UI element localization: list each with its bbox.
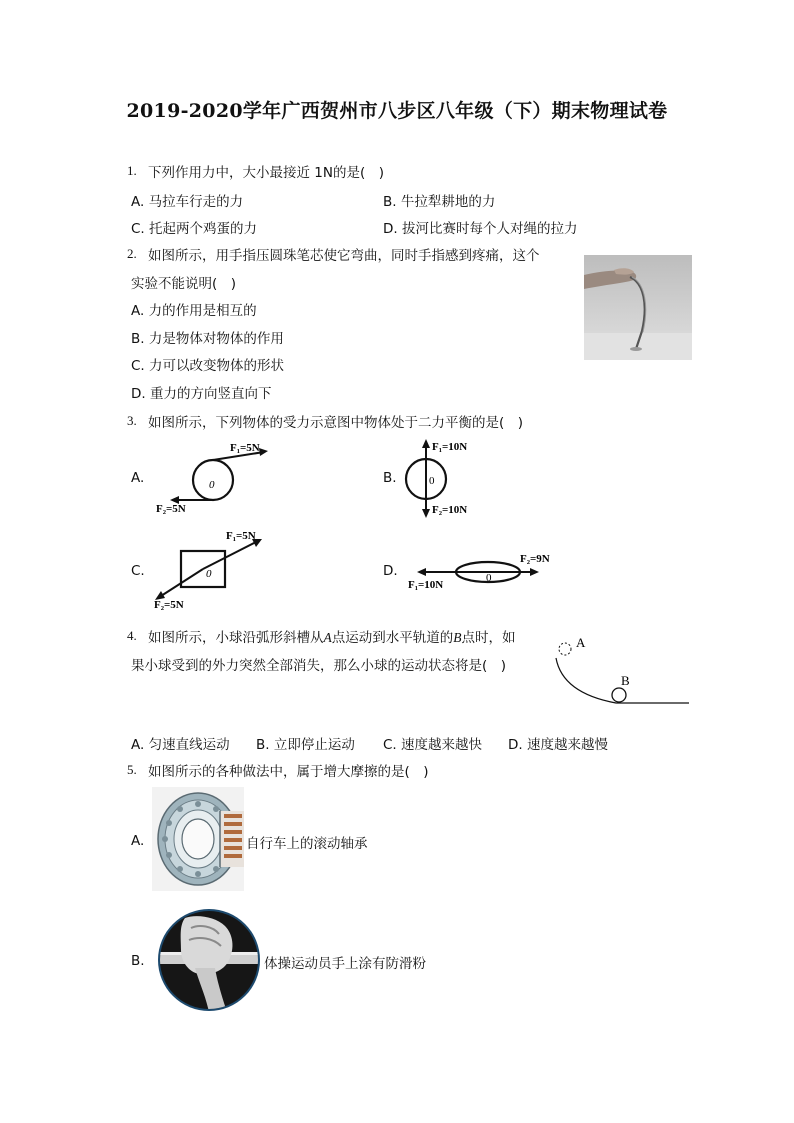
q3-number: 3. bbox=[127, 413, 137, 428]
q3b-origin-label: 0 bbox=[429, 475, 435, 487]
q3c-origin-label: 0 bbox=[206, 568, 212, 580]
q4-stem-text-1: 如图所示，小球沿弧形斜槽从 bbox=[148, 630, 324, 646]
q5-option-a-text[interactable]: 自行车上的滚动轴承 bbox=[246, 836, 368, 852]
q2-option-b[interactable]: B. 力是物体对物体的作用 bbox=[131, 331, 284, 347]
q4-option-a[interactable]: A. 匀速直线运动 bbox=[131, 737, 230, 753]
q4-stem-point-b: B bbox=[453, 630, 462, 645]
q4-fig-label-a: A bbox=[576, 635, 586, 650]
q3-option-d-letter[interactable]: D. bbox=[383, 563, 398, 579]
q5-number: 5. bbox=[127, 762, 137, 777]
q2-option-d[interactable]: D. 重力的方向竖直向下 bbox=[131, 386, 272, 402]
q4-stem-point-a: A bbox=[323, 630, 332, 645]
q5-option-b-letter[interactable]: B. bbox=[131, 953, 145, 969]
q3-option-b-letter[interactable]: B. bbox=[383, 470, 397, 486]
q3b-f2-label: F₂=10N bbox=[432, 504, 468, 516]
q5-option-a-letter[interactable]: A. bbox=[131, 833, 145, 849]
q3-figure-c[interactable] bbox=[150, 528, 275, 614]
q3-option-c-letter[interactable]: C. bbox=[131, 563, 145, 579]
q4-fig-label-b: B bbox=[621, 673, 630, 688]
q3a-f2-label: F₂=5N bbox=[156, 503, 186, 515]
q1-option-c[interactable]: C. 托起两个鸡蛋的力 bbox=[131, 221, 258, 237]
q3b-f1-label: F₁=10N bbox=[432, 441, 468, 453]
q1-stem: 下列作用力中，大小最接近 1N的是( ) bbox=[148, 165, 385, 181]
q4-stem-line1 bbox=[148, 626, 516, 646]
q1-option-a[interactable]: A. 马拉车行走的力 bbox=[131, 194, 244, 210]
q4-option-c[interactable]: C. 速度越来越快 bbox=[383, 737, 483, 753]
q3-stem: 如图所示，下列物体的受力示意图中物体处于二力平衡的是( ) bbox=[148, 415, 524, 431]
q4-option-d[interactable]: D. 速度越来越慢 bbox=[508, 737, 608, 753]
q5-stem: 如图所示的各种做法中，属于增大摩擦的是( ) bbox=[148, 764, 429, 780]
q3-figure-d[interactable] bbox=[402, 546, 572, 590]
q3-option-a-letter[interactable]: A. bbox=[131, 470, 145, 486]
page-title: 2019-2020学年广西贺州市八步区八年级（下）期末物理试卷 bbox=[126, 100, 668, 122]
q4-number: 4. bbox=[127, 628, 137, 643]
q3d-f2-label: F₂=9N bbox=[520, 553, 550, 565]
bearing-image[interactable] bbox=[152, 787, 244, 891]
q3-figure-a[interactable] bbox=[152, 438, 277, 520]
q4-track-figure bbox=[548, 632, 693, 712]
q3-figure-b[interactable] bbox=[400, 436, 510, 521]
q2-option-a[interactable]: A. 力的作用是相互的 bbox=[131, 303, 257, 319]
q1-option-b[interactable]: B. 牛拉犁耕地的力 bbox=[383, 194, 496, 210]
q3c-f1-label: F₁=5N bbox=[226, 530, 256, 542]
q1-option-d[interactable]: D. 拔河比赛时每个人对绳的拉力 bbox=[383, 221, 578, 237]
q4-stem-text-3: 点时，如 bbox=[461, 630, 516, 646]
q1-number: 1. bbox=[127, 163, 137, 178]
gymnast-hand-image[interactable] bbox=[155, 908, 263, 1012]
q3d-f1-label: F₁=10N bbox=[408, 579, 444, 590]
q4-option-b[interactable]: B. 立即停止运动 bbox=[256, 737, 355, 753]
q5-option-b-text[interactable]: 体操运动员手上涂有防滑粉 bbox=[264, 956, 426, 972]
q2-stem-line2: 实验不能说明( ) bbox=[131, 276, 237, 292]
q4-stem-text-2: 点运动到水平轨道的 bbox=[331, 630, 454, 646]
q3c-f2-label: F₂=5N bbox=[154, 599, 184, 611]
q2-stem-line1: 如图所示，用手指压圆珠笔芯使它弯曲，同时手指感到疼痛，这个 bbox=[148, 248, 540, 264]
q3d-origin-label: 0 bbox=[486, 572, 492, 584]
q4-stem-line2: 果小球受到的外力突然全部消失，那么小球的运动状态将是( ) bbox=[131, 658, 507, 674]
q2-option-c[interactable]: C. 力可以改变物体的形状 bbox=[131, 358, 285, 374]
q3a-f1-label: F₁=5N bbox=[230, 442, 260, 454]
q2-pen-refill-photo bbox=[584, 255, 692, 360]
q3a-origin-label: 0 bbox=[209, 479, 215, 491]
q2-number: 2. bbox=[127, 246, 137, 261]
